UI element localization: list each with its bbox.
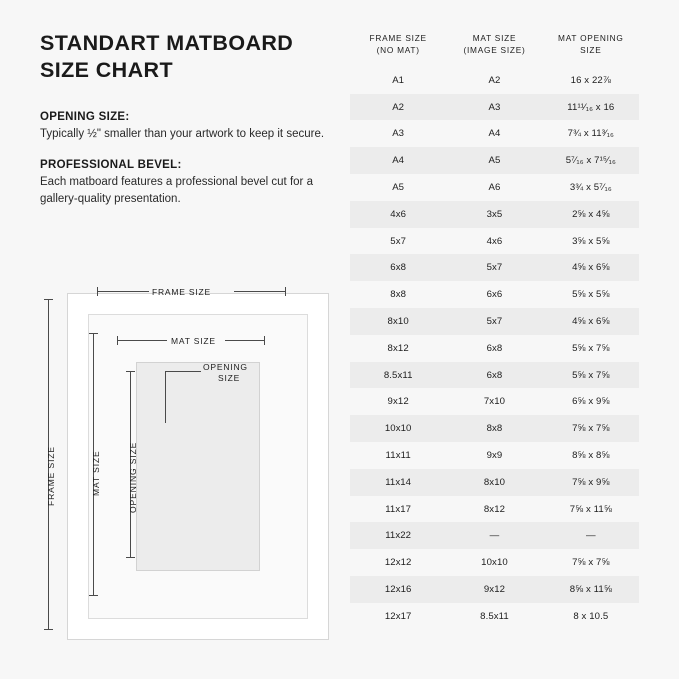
table-cell-opening: 5⅝ x 7⅝ (572, 342, 610, 354)
table-cell-mat: 8x10 (483, 476, 506, 488)
table-cell-opening: 3⅝ x 5⅝ (572, 235, 610, 247)
leader-line-opening-vertical (165, 371, 166, 423)
table-cell-opening: 3¾ x 5⁷⁄₁₆ (569, 181, 612, 193)
tick-frame-right (285, 287, 286, 296)
diagram-label-opening-size-left: OPENING SIZE (128, 441, 138, 513)
professional-bevel-heading: PROFESSIONAL BEVEL: (40, 159, 182, 172)
tick-frame-left (97, 287, 98, 296)
table-cell-mat: 10x10 (481, 557, 508, 569)
table-cell-mat: — (489, 530, 500, 542)
diagram-label-opening-size-top-line2: SIZE (218, 373, 241, 383)
table-cell-frame: 8x8 (390, 289, 407, 301)
table-cell-mat: A3 (488, 101, 501, 113)
table-cell-mat: A2 (488, 74, 501, 86)
table-cell-frame: A2 (392, 101, 405, 113)
matboard-diagram (40, 281, 340, 651)
table-cell-opening: 4⅝ x 6⅝ (572, 262, 610, 274)
diagram-label-mat-size-left: MAT SIZE (91, 450, 101, 496)
column-header-frame-size-line1: FRAME SIZE (369, 33, 427, 43)
table-cell-mat: A4 (488, 128, 501, 140)
table-cell-frame: 10x10 (384, 423, 412, 435)
table-cell-opening: 2⅝ x 4⅝ (572, 208, 610, 220)
table-cell-opening: 7⅝ x 11⅝ (569, 503, 612, 515)
diagram-label-mat-size-top: MAT SIZE (171, 336, 216, 346)
table-row (350, 174, 639, 201)
info-block-opening-size (40, 111, 340, 143)
table-header-row (350, 32, 639, 67)
table-row (350, 120, 639, 147)
table-cell-opening: 5⅝ x 5⅝ (572, 289, 610, 301)
table-cell-frame: 5x7 (390, 235, 407, 247)
table-cell-opening: 8⅝ x 11⅝ (569, 583, 612, 595)
table-row (350, 308, 639, 335)
opening-rectangle (136, 362, 260, 571)
table-cell-frame: 8x10 (387, 315, 409, 327)
tick-mat-left (117, 336, 118, 345)
opening-size-heading: OPENING SIZE: (40, 110, 130, 123)
table-row (350, 388, 639, 415)
table-row (350, 442, 639, 469)
table-cell-frame: 6x8 (390, 262, 407, 274)
table-cell-opening: 7⅝ x 7⅝ (572, 557, 610, 569)
table-cell-mat: 3x5 (486, 208, 503, 220)
leader-line-frame-right (234, 291, 286, 292)
table-cell-mat: 6x8 (486, 369, 503, 381)
column-header-mat-size (446, 32, 542, 57)
table-cell-frame: 11x14 (385, 476, 412, 488)
table-row (350, 603, 639, 630)
table-cell-frame: A1 (392, 74, 405, 86)
table-row (350, 362, 639, 389)
leader-line-opening-horizontal (165, 371, 201, 372)
tick-mat-right (264, 336, 265, 345)
tick-mat-top-left (89, 333, 98, 334)
table-cell-frame: 8x12 (387, 342, 409, 354)
table-cell-frame: 8.5x11 (383, 369, 413, 381)
table-cell-opening: 8⅝ x 8⅝ (572, 449, 610, 461)
diagram-label-frame-size-left: FRAME SIZE (46, 445, 56, 506)
table-cell-mat: A5 (488, 155, 501, 167)
table-cell-opening: 7¾ x 11³⁄₁₆ (567, 128, 615, 140)
tick-frame-top-left (44, 299, 53, 300)
column-header-mat-opening-size-line1: MAT OPENING (558, 33, 624, 43)
table-row (350, 201, 639, 228)
column-header-frame-size (350, 32, 446, 57)
table-cell-mat: 7x10 (483, 396, 506, 408)
table-cell-frame: A5 (392, 181, 405, 193)
table-cell-opening: 4⅝ x 6⅝ (572, 315, 610, 327)
table-cell-frame: 12x17 (384, 610, 412, 622)
table-row (350, 228, 639, 255)
tick-opening-bottom-left (126, 557, 135, 558)
table-row (350, 469, 639, 496)
table-cell-frame: 12x16 (384, 583, 412, 595)
table-cell-frame: A4 (392, 155, 405, 167)
leader-line-mat-left (117, 340, 167, 341)
table-row (350, 67, 639, 94)
table-cell-opening: 11¹¹⁄₁₆ x 16 (567, 101, 615, 113)
table-row (350, 522, 639, 549)
table-row (350, 415, 639, 442)
table-cell-mat: 5x7 (486, 315, 503, 327)
professional-bevel-body: Each matboard features a professional bevel cut for a gallery-quality presentation. (40, 176, 313, 205)
table-cell-frame: 9x12 (387, 396, 409, 408)
opening-size-body: Typically ½" smaller than your artwork to keep it secure. (40, 127, 325, 140)
diagram-label-opening-size-top-line1: OPENING (203, 362, 248, 372)
column-header-mat-size-line2: (IMAGE SIZE) (463, 45, 526, 56)
table-cell-opening: 16 x 22⅞ (570, 74, 611, 86)
table-cell-mat: 8x8 (486, 423, 503, 435)
table-row (350, 576, 639, 603)
column-header-mat-opening-size-line2: SIZE (580, 45, 602, 56)
table-cell-mat: A6 (488, 181, 501, 193)
table-cell-frame: 4x6 (390, 208, 407, 220)
table-row (350, 254, 639, 281)
tick-mat-bottom-left (89, 595, 98, 596)
table-row (350, 335, 639, 362)
leader-line-frame-left (97, 291, 149, 292)
table-cell-mat: 6x8 (486, 342, 503, 354)
table-cell-mat: 5x7 (486, 262, 503, 274)
table-cell-opening: 8 x 10.5 (573, 610, 609, 622)
column-header-mat-opening-size (543, 32, 639, 57)
table-cell-opening: 7⅝ x 9⅝ (572, 476, 610, 488)
column-header-frame-size-line2: (NO MAT) (376, 45, 420, 56)
size-table (350, 32, 639, 630)
table-cell-mat: 8x12 (483, 503, 506, 515)
leader-line-mat-right (225, 340, 265, 341)
mat-rectangle (88, 314, 308, 619)
table-cell-opening: 7⅝ x 7⅝ (572, 423, 610, 435)
table-row (350, 94, 639, 121)
table-cell-opening: 5⁷⁄₁₆ x 7¹⁵⁄₁₆ (565, 155, 616, 167)
tick-opening-top-left (126, 371, 135, 372)
table-cell-opening: — (585, 530, 596, 542)
table-row (350, 549, 639, 576)
table-cell-opening: 5⅝ x 7⅝ (572, 369, 610, 381)
table-cell-mat: 9x9 (486, 449, 503, 461)
info-block-professional-bevel (40, 159, 340, 207)
table-cell-mat: 9x12 (483, 583, 506, 595)
diagram-label-frame-size-top: FRAME SIZE (152, 287, 212, 297)
page-title: STANDART MATBOARD SIZE CHART (40, 31, 294, 83)
table-cell-frame: 12x12 (384, 557, 412, 569)
table-cell-frame: 11x11 (385, 449, 411, 461)
table-row (350, 496, 639, 523)
table-cell-frame: 11x22 (385, 530, 412, 542)
tick-frame-bottom-left (44, 629, 53, 630)
table-cell-mat: 8.5x11 (480, 610, 509, 622)
table-row (350, 147, 639, 174)
table-cell-frame: A3 (392, 128, 405, 140)
table-cell-mat: 4x6 (486, 235, 503, 247)
table-row (350, 281, 639, 308)
table-cell-frame: 11x17 (385, 503, 412, 515)
table-cell-opening: 6⅝ x 9⅝ (572, 396, 610, 408)
table-cell-mat: 6x6 (486, 289, 503, 301)
intro-column (40, 30, 340, 225)
column-header-mat-size-line1: MAT SIZE (472, 33, 517, 43)
table-body (350, 67, 639, 630)
